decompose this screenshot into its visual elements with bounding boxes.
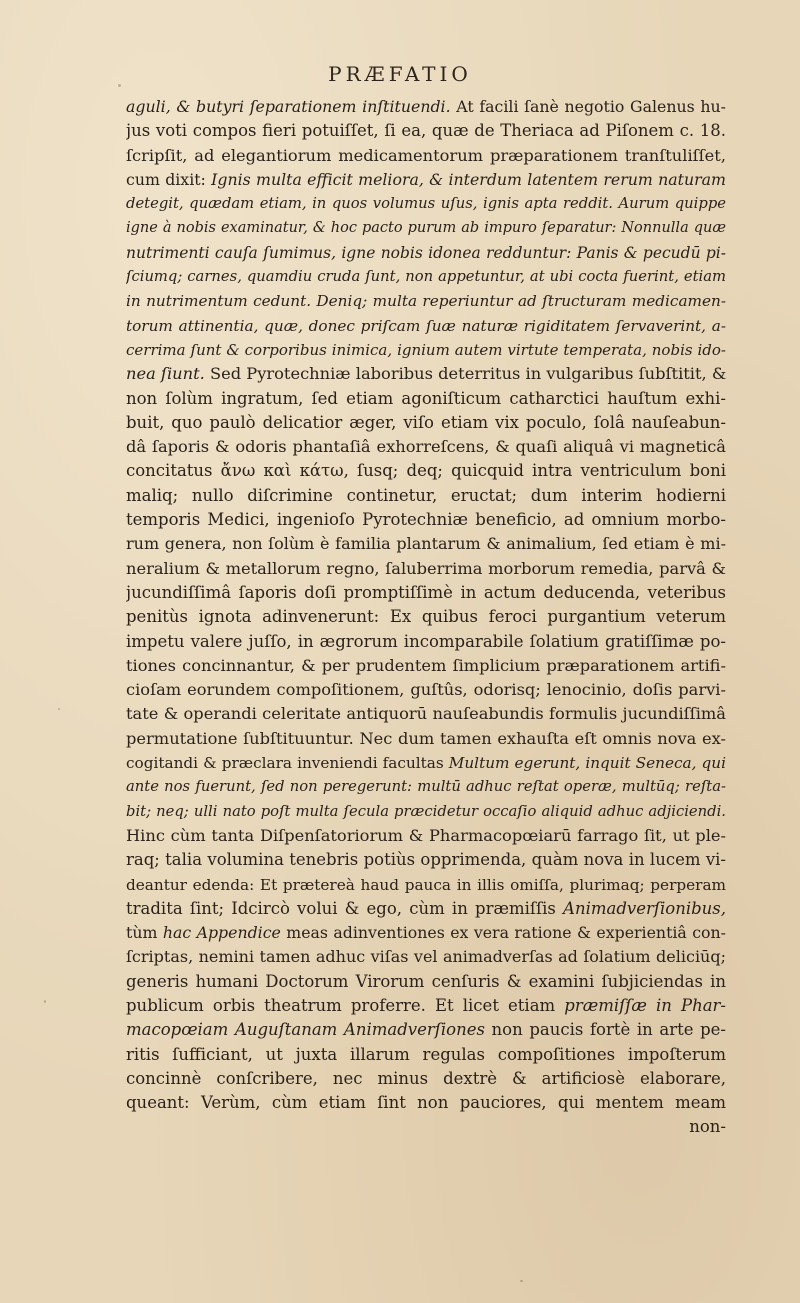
text-line: [126, 727, 726, 751]
text-line: [126, 508, 726, 532]
italic-text: cerrima ſunt & corporibus inimica, ignium autem virtute temperata, nobis ido-: [126, 340, 726, 359]
roman-text: Hinc cùm tanta Diſpenſatoriorum & Pharmacopœiarū farrago ſit, ut ple-: [126, 825, 726, 845]
roman-text: dâ ſaporis & odoris phantaſiâ exhorreſcens, & quaſi aliquâ vi magneticâ: [126, 437, 726, 457]
text-line: [126, 654, 726, 678]
text-line: [126, 994, 726, 1018]
text-line: [126, 119, 726, 143]
text-line: [126, 362, 726, 386]
roman-text: neralium & metallorum regno, ſaluberrima morborum remedia, parvâ &: [126, 558, 726, 578]
italic-text: ante nos fuerunt, ſed non peregerunt: multū adhuc reſtat operæ, multūq; reſta-: [126, 778, 726, 796]
roman-text: concitatus ἄνω καὶ κάτω, ſusq; deq; quicquid intra ventriculum boni: [126, 461, 726, 481]
italic-text: macopœiam Auguſtanam Animadverſiones: [126, 1020, 485, 1040]
italic-text: igne à nobis examinatur, & hoc pacto purum ab impuro ſeparatur: Nonnulla quæ: [126, 220, 726, 237]
roman-text: temporis Medici, ingenioſo Pyrotechniæ beneficio, ad omnium morbo-: [126, 510, 726, 530]
roman-text: buit, quo paulò delicatior æger, viſo etiam vix poculo, ſolâ nauſeabun-: [126, 412, 726, 432]
roman-text: rum genera, non ſolùm è familia plantarum & animalium, ſed etiam è mi-: [126, 534, 726, 554]
roman-text: At facili ſanè negotio Galenus hu-: [450, 97, 726, 116]
text-line: [126, 775, 726, 799]
roman-text: cum dixit:: [126, 169, 212, 189]
roman-text: deantur edenda: Et prætereà haud pauca in illis omiſſa, plurimaq; perperam: [126, 875, 726, 894]
italic-text: torum attinentia, quæ, donec priſcam ſuæ naturæ rigiditatem ſervaverint, a-: [126, 316, 726, 335]
text-line: [126, 1115, 726, 1139]
paper-speck: [58, 708, 60, 710]
text-line: [126, 411, 726, 435]
italic-text: bit; neq; ulli nato poſt multa ſecula præcidetur occaſio aliquid adhuc adjiciendi.: [126, 802, 726, 820]
roman-text: tùm: [126, 923, 163, 943]
text-line: [126, 241, 726, 265]
italic-text: in nutrimentum cedunt. Deniq; multa reperiuntur ad ſtructuram medicamen-: [126, 292, 726, 311]
roman-text: ſcriptas, nemini tamen adhuc viſas vel animadverſas ad ſolatium deliciūq;: [126, 947, 726, 967]
text-line: [126, 678, 726, 702]
text-line: [126, 265, 726, 289]
running-head: PRÆFATIO: [328, 62, 472, 86]
text-line: [126, 338, 726, 362]
text-line: [126, 1067, 726, 1091]
text-line: [126, 630, 726, 654]
roman-text: ritis ſufficiant, ut juxta illarum regulas compoſitiones impoſterum: [126, 1044, 726, 1064]
text-line: [126, 314, 726, 338]
italic-text: præmiſſæ in Phar-: [564, 995, 726, 1015]
text-line: [126, 702, 726, 726]
roman-text: raq; talia volumina tenebris potiùs opprimenda, quàm nova in lucem vi-: [126, 850, 726, 870]
italic-text: nutrimenti cauſa ſumimus, igne nobis idonea redduntur: Panis & pecudū pi-: [126, 243, 726, 262]
roman-text: tate & operandi celeritate antiquorū nauſeabundis formulis jucundiſſimâ: [126, 704, 726, 724]
text-line: [126, 216, 726, 240]
roman-text: non-: [689, 1117, 726, 1137]
text-line: [126, 459, 726, 483]
roman-text: tiones concinnantur, & per prudentem ſimplicium præparationem artifi-: [126, 655, 726, 675]
italic-text: Ignis multa efficit meliora, & interdum latentem rerum naturam: [211, 169, 726, 189]
text-line: [126, 387, 726, 411]
roman-text: impetu valere juſſo, in ægrorum incomparabile ſolatium gratiſſimæ po-: [126, 631, 726, 651]
text-line: [126, 751, 726, 775]
text-line: [126, 824, 726, 848]
roman-text: queant: Verùm, cùm etiam ſint non pauciores, qui mentem meam: [126, 1093, 726, 1113]
roman-text: cioſam eorundem compoſitionem, guſtûs, odorisq; lenocinio, doſis parvi-: [126, 680, 726, 700]
text-line: [126, 95, 726, 119]
text-line: [126, 1091, 726, 1115]
roman-text: Sed Pyrotechniæ laboribus deterritus in vulgaribus ſubſtitit, &: [204, 364, 726, 384]
italic-text: detegit, quædam etiam, in quos volumus uſus, ignis apta reddit. Aurum quippe: [126, 195, 726, 213]
roman-text: cogitandi & præclara inveniendi facultas: [126, 754, 449, 773]
roman-text: jucundiſſimâ ſaporis doſi promptiſſimè in actum deducenda, veteribus: [126, 582, 726, 602]
text-line: [126, 435, 726, 459]
text-line: [126, 144, 726, 168]
roman-text: generis humani Doctorum Virorum cenſuris & examini ſubjiciendas in: [126, 971, 726, 991]
text-line: [126, 970, 726, 994]
text-line: [126, 848, 726, 872]
text-line: [126, 873, 726, 897]
roman-text: non paucis fortè in arte pe-: [484, 1020, 726, 1040]
text-line: [126, 192, 726, 216]
roman-text: ſcripſit, ad elegantiorum medicamentorum præparationem tranſtuliſſet,: [126, 145, 726, 165]
body-text: [126, 95, 726, 1140]
italic-text: hac Appendice: [162, 923, 281, 943]
text-line: [126, 897, 726, 921]
text-line: [126, 557, 726, 581]
roman-text: publicum orbis theatrum proferre. Et licet etiam: [126, 995, 565, 1015]
text-line: [126, 605, 726, 629]
italic-text: nea ſiunt.: [126, 364, 205, 384]
text-line: [126, 168, 726, 192]
italic-text: Animadverſionibus,: [563, 898, 726, 918]
text-line: [126, 289, 726, 313]
text-line: [126, 484, 726, 508]
text-line: [126, 1043, 726, 1067]
paper-speck: [118, 84, 121, 87]
roman-text: meas adinventiones ex vera ratione & experientiâ con-: [280, 923, 726, 943]
text-line: [126, 945, 726, 969]
paper-speck: [520, 1280, 523, 1282]
roman-text: maliq; nullo diſcrimine continetur, eructat; dum interim hodierni: [126, 485, 726, 505]
roman-text: permutatione ſubſtituuntur. Nec dum tamen exhauſta eſt omnis nova ex-: [126, 728, 726, 748]
italic-text: Multum egerunt, inquit Seneca, qui: [448, 754, 726, 773]
text-line: [126, 1018, 726, 1042]
italic-text: aguli, & butyri ſeparationem inſtituendi.: [126, 97, 451, 116]
text-line: [126, 581, 726, 605]
roman-text: concinnè conſcribere, nec minus dextrè & artificiosè elaborare,: [126, 1068, 726, 1088]
roman-text: penitùs ignota adinvenerunt: Ex quibus feroci purgantium veterum: [126, 607, 726, 627]
italic-text: ſciumq; carnes, quamdiu cruda ſunt, non appetuntur, at ubi cocta fuerint, etiam: [126, 268, 726, 286]
roman-text: non ſolùm ingratum, ſed etiam agoniſticum catharctici hauſtum exhi-: [126, 388, 726, 408]
text-line: [126, 800, 726, 824]
roman-text: jus voti compos fieri potuiſſet, ſi ea, quæ de Theriaca ad Piſonem c. 18.: [126, 121, 726, 141]
text-line: [126, 921, 726, 945]
paper-speck: [44, 1000, 46, 1003]
roman-text: tradita ſint; Idcircò volui & ego, cùm in præmiſſis: [126, 898, 564, 918]
text-line: [126, 532, 726, 556]
